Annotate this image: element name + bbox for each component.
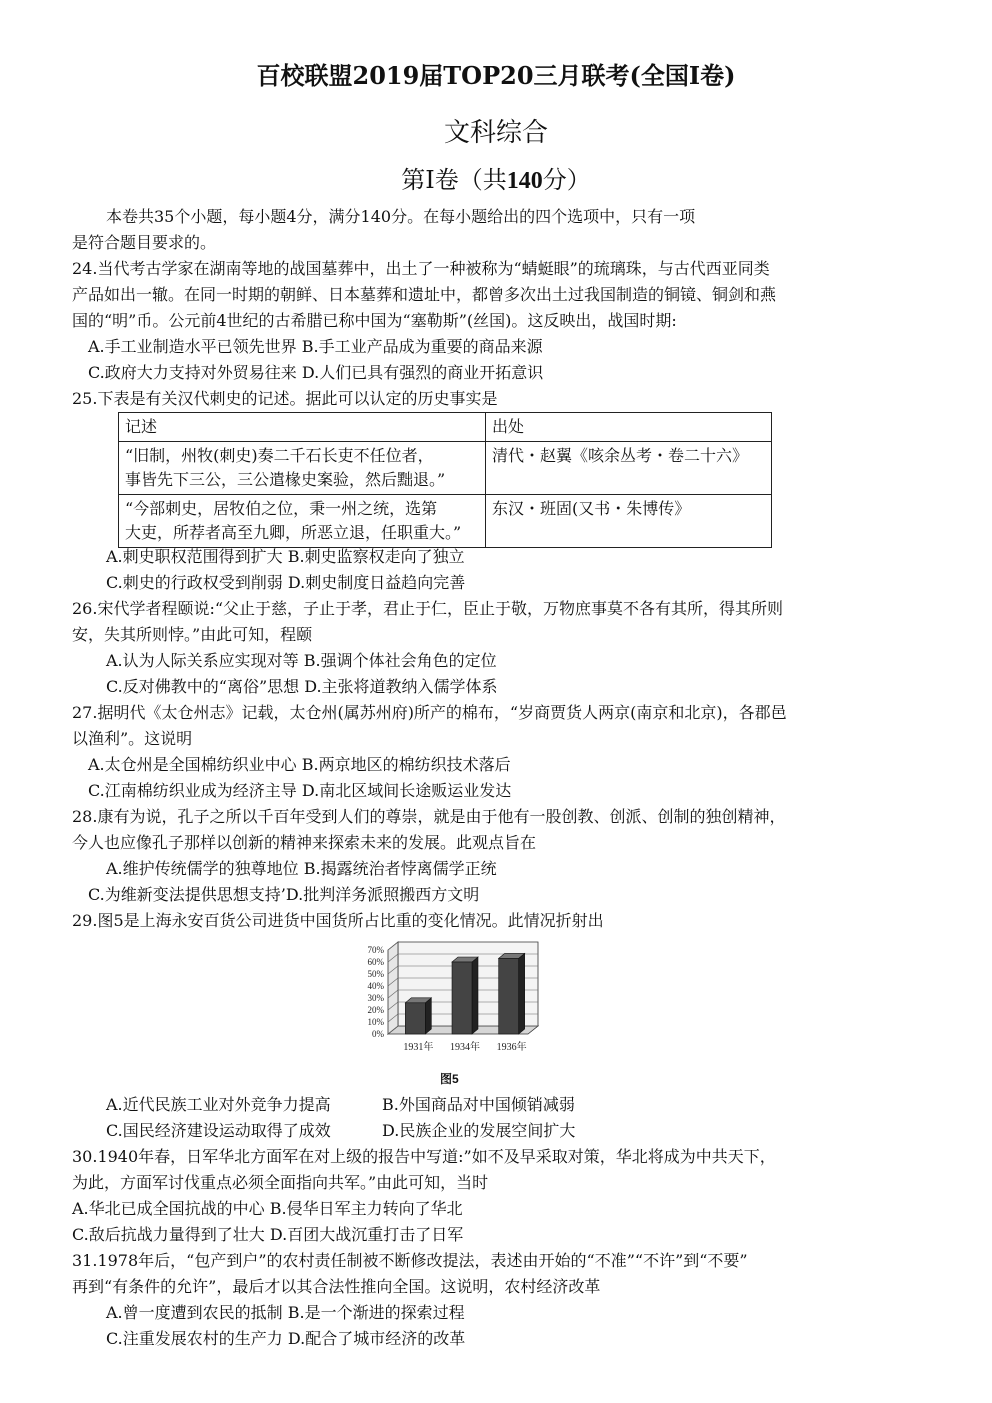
q26-options-ab: A.认为人际关系应实现对等 B.强调个体社会角色的定位 — [106, 651, 497, 670]
y-tick-label: 10% — [367, 1017, 384, 1027]
y-tick-label: 70% — [367, 945, 384, 955]
q27-stem-1: 27.据明代《太仓州志》记载，太仓州(属苏州府)所产的棉布，“岁商贾货人两京(南京和北京)，各郡邑 — [72, 703, 787, 722]
q25-stem: 25.下表是有关汉代刺史的记述。据此可以认定的历史事实是 — [72, 389, 498, 408]
history-table — [118, 412, 772, 548]
cell-line: 大吏，所荐者高至九卿，所恶立退，任职重大。” — [125, 523, 462, 542]
q31-options-ab: A.曾一度遭到农民的抵制 B.是一个渐进的探索过程 — [106, 1303, 465, 1322]
q29-option-c: C.国民经济建设运动取得了成效 — [106, 1121, 331, 1140]
q25-options-cd: C.刺史的行政权受到削弱 D.刺史制度日益趋向完善 — [106, 573, 466, 592]
figure-caption: 图5 — [440, 1072, 459, 1086]
q30-stem-2: 为此，方面军讨伐重点必须全面指向共军。”由此可知，当时 — [72, 1173, 489, 1192]
part-prefix: 第Ⅰ卷（共 — [401, 166, 507, 194]
table-header-cell: 记述 — [119, 413, 486, 442]
q27-options-ab: A.太仓州是全国棉纺织业中心 B.两京地区的棉纺织技术落后 — [88, 755, 511, 774]
y-tick-label: 60% — [367, 957, 384, 967]
q27-stem-2: 以渔利”。这说明 — [72, 729, 193, 748]
q29-stem: 29.图5是上海永安百货公司进货中国货所占比重的变化情况。此情况折射出 — [72, 911, 604, 930]
bar — [499, 958, 519, 1034]
x-tick-label: 1936年 — [496, 1042, 527, 1053]
table-cell: 清代・赵翼《咳余丛考・卷二十六》 — [486, 442, 772, 495]
table-row — [119, 495, 772, 548]
q29-option-b: B.外国商品对中国倾销减弱 — [382, 1095, 575, 1114]
q28-options-ab: A.维护传统儒学的独尊地位 B.揭露统治者悖离儒学正统 — [106, 859, 497, 878]
y-tick-label: 0% — [372, 1029, 384, 1039]
q24-stem-2: 产品如出一辙。在同一时期的朝鲜、日本墓葬和遗址中，都曾多次出土过我国制造的铜镜、铜剑和燕 — [72, 285, 777, 304]
y-tick-label: 50% — [367, 969, 384, 979]
q27-options-cd: C.江南棉纺织业成为经济主导 D.南北区域间长途贩运业发达 — [88, 781, 512, 800]
q29-option-d: D.民族企业的发展空间扩大 — [382, 1121, 576, 1140]
q24-stem-1: 24.当代考古学家在湖南等地的战国墓葬中，出土了一种被称为“蜻蜓眼”的琉璃珠，与古代西亚同类 — [72, 259, 770, 278]
q24-options-ab: A.手工业制造水平已领先世界 B.手工业产品成为重要的商品来源 — [88, 337, 543, 356]
bar-side — [425, 998, 431, 1034]
bar — [405, 1003, 425, 1034]
bar — [452, 962, 472, 1034]
x-tick-label: 1934年 — [450, 1042, 480, 1053]
table-cell: 东汉・班固(又书・朱博传》 — [486, 495, 772, 548]
y-tick-label: 40% — [367, 981, 384, 991]
q31-stem-2: 再到“有条件的允许”，最后才以其合法性推向全国。这说明，农村经济改革 — [72, 1277, 601, 1296]
q28-options-cd: C.为维新变法提供思想支持’D.批判洋务派照搬西方文明 — [88, 885, 480, 904]
q26-options-cd: C.反对佛教中的“离俗”思想 D.主张将道教纳入儒学体系 — [106, 677, 498, 696]
part-title — [0, 160, 992, 195]
cell-line: “今部刺史，居牧伯之位，秉一州之统，选第 — [125, 499, 438, 518]
q29-option-a: A.近代民族工业对外竞争力提高 — [106, 1095, 331, 1114]
q30-options-ab: A.华北已成全国抗战的中心 B.侵华日军主力转向了华北 — [72, 1199, 463, 1218]
q30-stem-1: 30.1940年春，日军华北方面军在对上级的报告中写道:”如不及早采取对策，华北将成为中共天下， — [72, 1147, 776, 1166]
x-axis-ticks — [403, 1040, 526, 1053]
cell-line: “旧制，州牧(刺史)奏二千石长吏不任位者， — [125, 446, 434, 465]
q28-stem-1: 28.康有为说，孔子之所以千百年受到人们的尊崇，就是由于他有一股创教、创派、创制的独创精神， — [72, 807, 786, 826]
y-tick-label: 20% — [367, 1005, 384, 1015]
part-suffix: 分） — [542, 166, 591, 194]
table-row — [119, 442, 772, 495]
q24-options-cd: C.政府大力支持对外贸易往来 D.人们已具有强烈的商业开拓意识 — [88, 363, 544, 382]
q26-stem-2: 安，失其所则悖。”由此可知，程颐 — [72, 625, 313, 644]
table-cell — [119, 442, 486, 495]
intro-line-1: 本卷共35个小题，每小题4分，满分140分。在每小题给出的四个选项中，只有一项 — [106, 207, 696, 226]
q28-stem-2: 今人也应像孔子那样以创新的精神来探索未来的发展。此观点旨在 — [72, 833, 537, 852]
q30-options-cd: C.敌后抗战力量得到了壮大 D.百团大战沉重打击了日军 — [72, 1225, 464, 1244]
bar-side — [519, 953, 525, 1034]
table-header-row — [119, 413, 772, 442]
exam-title: 百校联盟2019届TOP20三月联考(全国I卷) — [256, 61, 736, 90]
x-tick-label: 1931年 — [403, 1042, 434, 1053]
chart-side-wall — [388, 942, 398, 1034]
q31-options-cd: C.注重发展农村的生产力 D.配合了城市经济的改革 — [106, 1329, 466, 1348]
part-score: 140 — [506, 168, 543, 194]
subject-title: 文科综合 — [443, 118, 548, 148]
q26-stem-1: 26.宋代学者程颐说:“父止于慈，子止于孝，君止于仁，臣止于敬，万物庶事莫不各有其所，得其所则 — [72, 599, 784, 618]
bar-side — [472, 957, 478, 1034]
bar-chart — [346, 938, 556, 1062]
table-cell — [119, 495, 486, 548]
intro-line-2: 是符合题目要求的。 — [72, 233, 217, 252]
y-tick-label: 30% — [367, 993, 384, 1003]
q24-stem-3: 国的“明”币。公元前4世纪的古希腊已称中国为“塞勒斯”(丝国)。这反映出，战国时期: — [72, 311, 677, 330]
cell-line: 事皆先下三公，三公遣椽史案验，然后黜退。” — [125, 470, 446, 489]
table-header-cell: 出处 — [486, 413, 772, 442]
q25-options-ab: A.刺史职权范围得到扩大 B.刺史监察权走向了独立 — [106, 547, 465, 566]
q31-stem-1: 31.1978年后，“包产到户”的农村责任制被不断修改提法，表述由开始的“不准”“不许”到“不要” — [72, 1251, 748, 1270]
